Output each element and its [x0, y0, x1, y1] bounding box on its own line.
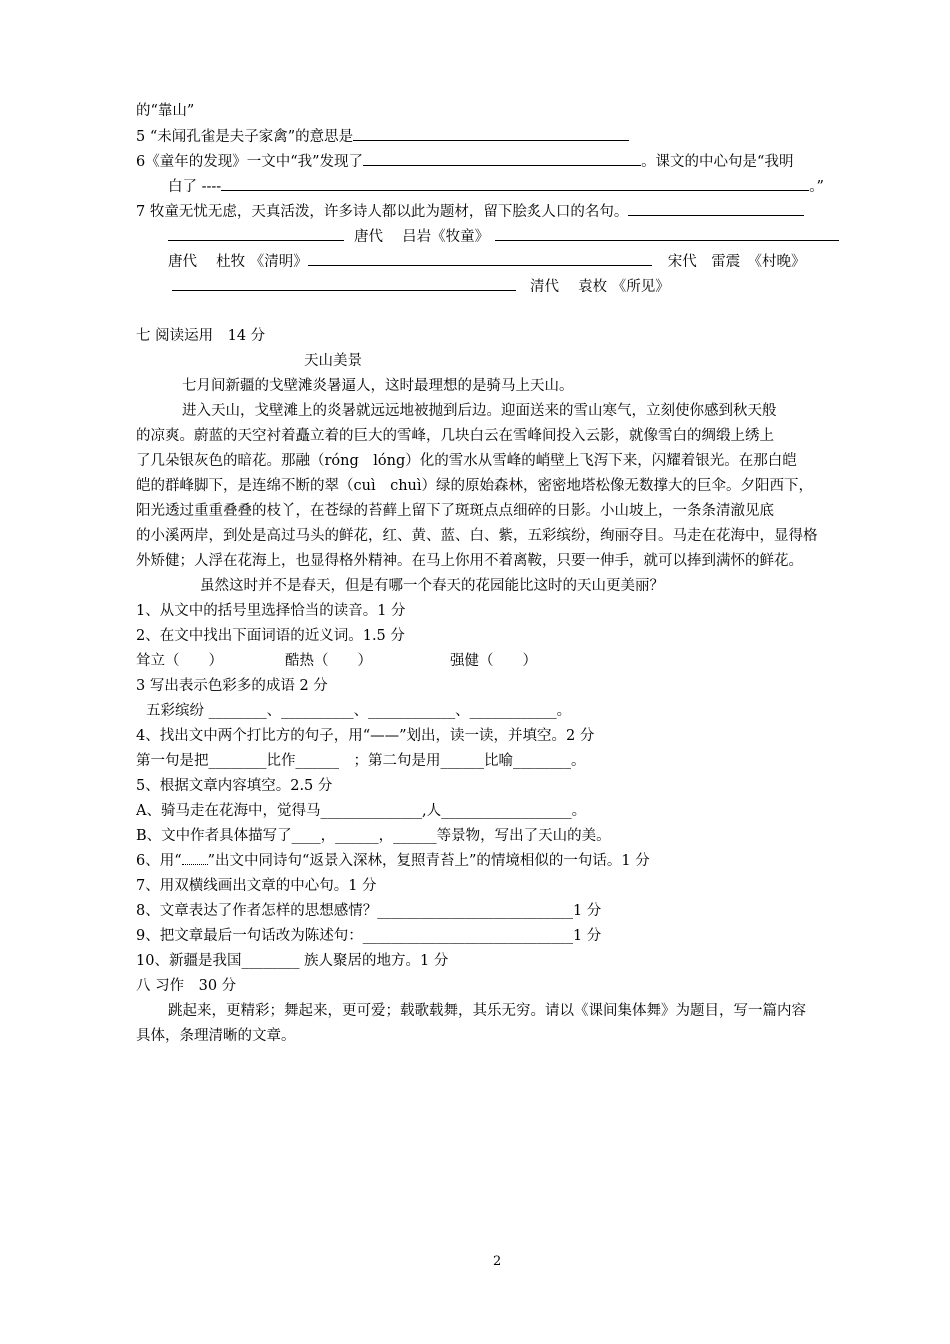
synonym-row: [136, 651, 537, 671]
dotted-underline-mark: [182, 852, 208, 865]
writing-prompt-line-2: 具体，条理清晰的文章。: [136, 1028, 296, 1044]
reading-question-10: 10、新疆是我国________ 族人聚居的地方。1 分: [136, 953, 449, 969]
passage-paragraph-1: 七月间新疆的戈壁滩炎暑逼人，这时最理想的是骑马上天山。: [182, 378, 574, 394]
reading-question-3-answer: 五彩缤纷 ________、__________、____________、____________。: [146, 703, 572, 719]
reading-question-7: 7、用双横线画出文章的中心句。1 分: [136, 878, 377, 894]
passage-line: 外矫健；人浮在花海上，也显得格外精神。在马上你用不着离鞍，只要一伸手，就可以捧到满怀的鲜花。: [136, 553, 803, 569]
synonym-item: 强健（ ）: [450, 653, 537, 669]
fill-question-5: [136, 126, 629, 147]
passage-line: 了几朵银灰色的暗花。那融（róng lóng）化的雪水从雪峰的峭壁上飞泻下来，闪耀着银光。在那白皑: [136, 453, 797, 469]
answer-blank[interactable]: [172, 276, 516, 291]
reading-question-5: 5、根据文章内容填空。2.5 分: [136, 778, 333, 794]
passage-paragraph-3: 虽然这时并不是春天，但是有哪一个春天的花园能比这时的天山更美丽？: [200, 578, 664, 594]
reading-passage-title: 天山美景: [304, 353, 362, 369]
answer-blank[interactable]: [221, 176, 497, 191]
reading-section-heading: 七 阅读运用 14 分: [136, 328, 266, 344]
answer-blank[interactable]: [495, 226, 839, 241]
fill-q7-text: 7 牧童无忧无虑，天真活泼，许多诗人都以此为题材，留下脍炙人口的名句。: [136, 204, 629, 220]
answer-blank[interactable]: [363, 151, 641, 166]
reading-question-5b: B、文中作者具体描写了____，______，______等景物，写出了天山的美。: [136, 828, 611, 844]
passage-line: 阳光透过重重叠叠的枝丫，在苍绿的苔藓上留下了斑斑点点细碎的日影。小山坡上，一条条清澈见底: [136, 503, 774, 519]
reading-question-4: 4、找出文中两个打比方的句子，用“——”划出，读一读，并填空。2 分: [136, 728, 595, 744]
answer-blank[interactable]: [353, 126, 629, 141]
fill-q5-text: 5 “未闻孔雀是夫子家禽”的意思是: [136, 129, 354, 145]
reading-question-4-answer: 第一句是把________比作______ ；第二句是用______比喻________。: [136, 753, 586, 769]
poem-source-3: 宋代 雷震 《村晚》: [667, 254, 806, 270]
fill-question-7-line3: [168, 251, 805, 272]
reading-question-8: 8、文章表达了作者怎样的思想感情？___________________________1 分: [136, 903, 602, 919]
reading-question-6: [136, 851, 650, 871]
writing-section-heading: 八 习作 30 分: [136, 978, 237, 994]
page-number: 2: [493, 1254, 502, 1269]
answer-blank[interactable]: [527, 176, 809, 191]
fill-q6-text-d: 。”: [809, 179, 824, 195]
reading-question-1: 1、从文中的括号里选择恰当的读音。1 分: [136, 603, 406, 619]
fill-question-6: [136, 151, 793, 172]
reading-question-9: 9、把文章最后一句话改为陈述句：_____________________________1 分: [136, 928, 602, 944]
fill-question-7-line4: [168, 276, 670, 297]
fill-question-7-line2: [168, 226, 839, 247]
answer-blank[interactable]: [497, 176, 527, 191]
reading-question-2: 2、在文中找出下面词语的近义词。1.5 分: [136, 628, 405, 644]
writing-prompt-line-1: 跳起来，更精彩；舞起来，更可爱；载歌载舞，其乐无穷。请以《课间集体舞》为题目，写一篇内容: [168, 1003, 806, 1019]
reading-question-3: 3 写出表示色彩多的成语 2 分: [136, 678, 328, 694]
answer-blank[interactable]: [168, 226, 344, 241]
fill-question-7: [136, 201, 804, 222]
passage-line: 进入天山，戈壁滩上的炎暑就远远地被抛到后边。迎面送来的雪山寒气，立刻使你感到秋天般: [182, 403, 777, 419]
poem-source-4: 清代 袁枚 《所见》: [530, 279, 670, 295]
passage-line: 的凉爽。蔚蓝的天空衬着矗立着的巨大的雪峰，几块白云在雪峰间投入云影，就像雪白的绸缎上绣上: [136, 428, 774, 444]
passage-line: 的小溪两岸，到处是高过马头的鲜花，红、黄、蓝、白、紫，五彩缤纷，绚丽夺目。马走在花海中，显得格: [136, 528, 818, 544]
answer-blank[interactable]: [628, 201, 804, 216]
fill-q6-text-b: 。课文的中心句是“我明: [641, 154, 794, 170]
synonym-item: 耸立（ ）: [136, 653, 223, 669]
reading-question-5a: A、骑马走在花海中，觉得马______________,人__________________。: [136, 803, 587, 819]
poem-source-2: 唐代 杜牧 《清明》: [168, 254, 308, 270]
answer-blank[interactable]: [308, 251, 652, 266]
poem-source-1: 唐代 吕岩《牧童》: [354, 229, 490, 245]
synonym-item: 酷热（ ）: [285, 653, 372, 669]
q6-suffix: ”出文中同诗句“返景入深林，复照青苔上”的情境相似的一句话。1 分: [207, 853, 650, 869]
q6-prefix: 6、用“: [136, 853, 182, 869]
fill-line-kaoshan: 的“靠山”: [136, 103, 195, 119]
passage-line: 皑的群峰脚下，是连绵不断的翠（cuì chuì）绿的原始森林，密密地塔松像无数撑大的巨伞。夕阳西下，: [136, 478, 814, 494]
fill-q6-text-c: 白了 ----: [168, 179, 222, 195]
fill-q6-text: 6《童年的发现》一文中“我”发现了: [136, 154, 364, 170]
fill-question-6-cont: [168, 176, 824, 197]
